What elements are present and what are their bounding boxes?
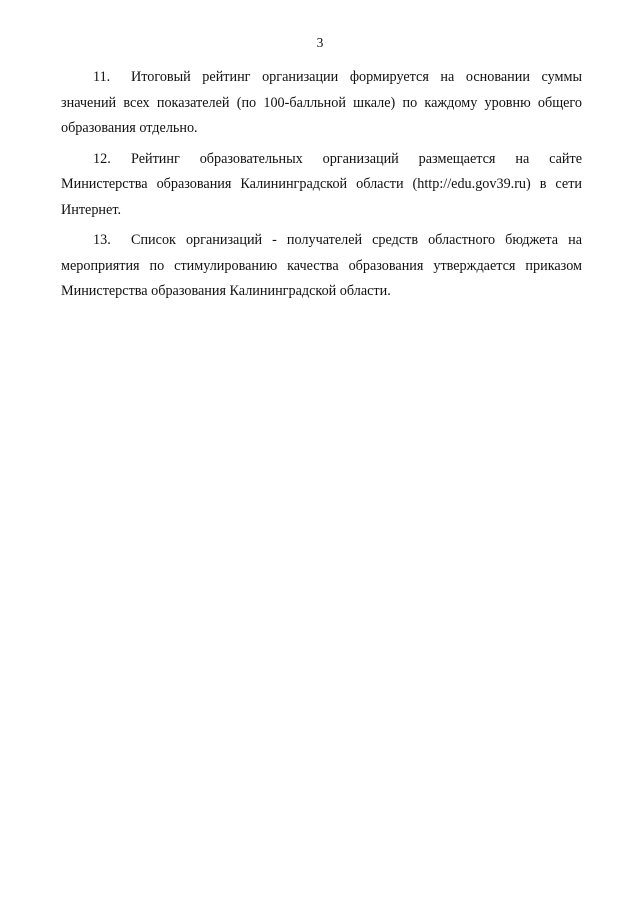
paragraph-13 — [61, 228, 582, 305]
paragraph-11 — [61, 65, 582, 142]
page-number: 3 — [316, 35, 324, 50]
paragraph-text: Список организаций - получателей средств областного бюджета на мероприятия по стимулированию качества образования утверждается приказом Министерства образования Калининградской области. — [61, 232, 582, 299]
paragraph-text: Рейтинг образовательных организаций размещается на сайте Министерства образования Калининградской области (http://edu.gov39.ru) в сети Интернет. — [61, 150, 582, 218]
paragraph-number: 13. — [93, 232, 111, 248]
paragraph-number: 11. — [93, 69, 111, 85]
paragraph-text: Итоговый рейтинг организации формируется на основании суммы значений всех показателей (по 100-балльной шкале) по каждому уровню общего образования отдельно. — [61, 69, 582, 136]
paragraph-12 — [61, 147, 582, 224]
paragraph-number: 12. — [93, 150, 111, 167]
document-body — [61, 65, 582, 310]
